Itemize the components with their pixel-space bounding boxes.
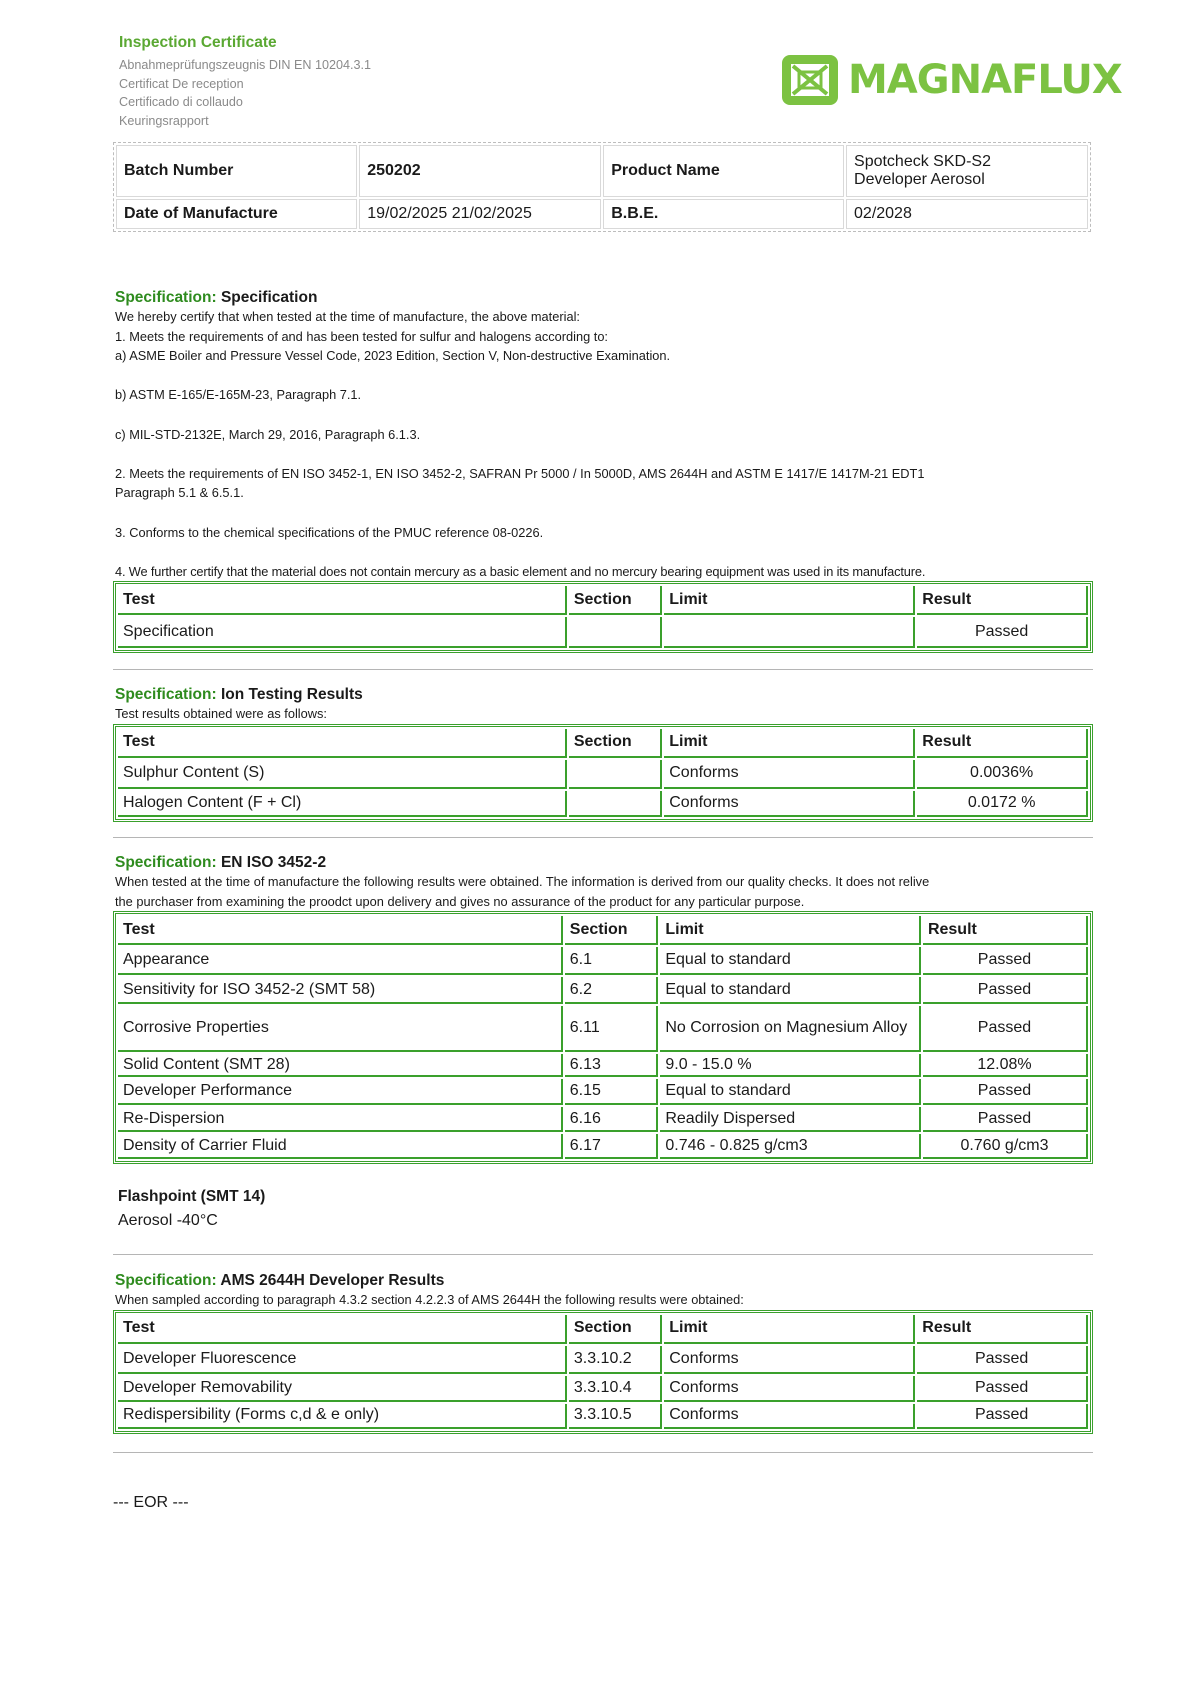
result-cell: 0.0036% (917, 760, 1088, 789)
product-name-value (846, 145, 1088, 197)
section-title: Ion Testing Results (220, 686, 363, 703)
ion-testing-section (115, 686, 1091, 822)
col-limit: Limit (660, 916, 921, 945)
result-cell: Passed (917, 617, 1088, 648)
limit-cell: Conforms (664, 1404, 915, 1429)
section-heading (115, 854, 1091, 872)
section-cell: 6.2 (565, 977, 659, 1004)
section-cell (569, 760, 662, 789)
certification-text (115, 307, 1091, 581)
col-test: Test (118, 1315, 567, 1344)
table-row (118, 947, 1088, 975)
col-result: Result (917, 1315, 1088, 1344)
cert-line: Paragraph 5.1 & 6.5.1. (115, 485, 244, 501)
intro-line: the purchaser from examining the proodct upon delivery and gives no assurance of the product for any particular purpose. (115, 893, 805, 909)
result-cell: Passed (923, 1079, 1088, 1105)
divider (113, 1254, 1093, 1255)
table-row (118, 1107, 1088, 1132)
flashpoint-block (118, 1188, 1094, 1230)
cert-line: 3. Conforms to the chemical specifications of the PMUC reference 08-0226. (115, 524, 544, 540)
flashpoint-title: Flashpoint (SMT 14) (118, 1188, 266, 1205)
test-cell: Specification (118, 617, 567, 648)
limit-cell: Conforms (664, 1376, 915, 1402)
section-heading (115, 686, 1091, 704)
intro-line: When tested at the time of manufacture the following results were obtained. The information is derived from our quality checks. It does not relive (115, 874, 930, 889)
test-cell: Redispersibility (Forms c,d & e only) (118, 1404, 567, 1429)
col-result: Result (917, 586, 1088, 615)
limit-cell: Conforms (664, 760, 915, 789)
certificate-header (119, 34, 371, 130)
result-cell: Passed (923, 1006, 1088, 1052)
table-row (118, 760, 1088, 789)
magnaflux-logo-icon (782, 55, 838, 105)
date-of-manufacture-label: Date of Manufacture (116, 199, 357, 229)
subtitle-de: Abnahmeprüfungszeugnis DIN EN 10204.3.1 (119, 58, 372, 72)
table-row (118, 617, 1088, 648)
product-name-label: Product Name (603, 145, 844, 197)
table-row (118, 1006, 1088, 1052)
cert-line: We hereby certify that when tested at the time of manufacture, the above material: (115, 309, 580, 324)
test-cell: Re-Dispersion (118, 1107, 563, 1132)
section-cell: 3.3.10.2 (569, 1346, 662, 1374)
test-cell: Solid Content (SMT 28) (118, 1054, 563, 1077)
result-cell: Passed (917, 1346, 1088, 1374)
col-section: Section (565, 916, 659, 945)
table-row (118, 1376, 1088, 1402)
cert-line: a) ASME Boiler and Pressure Vessel Code, 2023 Edition, Section V, Non-destructive Examination. (115, 348, 671, 364)
bbe-label: B.B.E. (603, 199, 844, 229)
test-cell: Halogen Content (F + Cl) (118, 791, 567, 817)
limit-cell: Equal to standard (660, 1079, 921, 1105)
col-test: Test (118, 916, 563, 945)
spec-prefix: Specification: (115, 854, 217, 871)
section-cell: 6.17 (565, 1134, 659, 1159)
flashpoint-value: Aerosol -40°C (118, 1212, 218, 1229)
col-limit: Limit (664, 729, 915, 758)
limit-cell: Conforms (664, 791, 915, 817)
specification-section (115, 289, 1091, 653)
section-title: Specification (220, 289, 318, 306)
date-of-manufacture-value: 19/02/2025 21/02/2025 (359, 199, 601, 229)
end-of-report: --- EOR --- (113, 1494, 189, 1511)
en-iso-section (115, 854, 1091, 1164)
limit-cell: No Corrosion on Magnesium Alloy (660, 1006, 921, 1052)
section-intro: Test results obtained were as follows: (115, 706, 327, 721)
section-cell: 6.1 (565, 947, 659, 975)
result-cell: Passed (917, 1376, 1088, 1402)
test-cell: Developer Performance (118, 1079, 563, 1105)
table-row (118, 1404, 1088, 1429)
test-cell: Appearance (118, 947, 563, 975)
subtitle-it: Certificado di collaudo (119, 95, 243, 110)
col-limit: Limit (664, 586, 915, 615)
product-name-line-2: Developer Aerosol (854, 171, 985, 188)
limit-cell: Conforms (664, 1346, 915, 1374)
en-iso-table (113, 911, 1093, 1164)
result-cell: Passed (923, 947, 1088, 975)
ams-developer-section (115, 1272, 1091, 1434)
certificate-title: Inspection Certificate (119, 34, 277, 51)
section-cell: 6.15 (565, 1079, 659, 1105)
col-test: Test (118, 729, 567, 758)
test-cell: Sulphur Content (S) (118, 760, 567, 789)
divider (113, 837, 1093, 838)
result-cell: Passed (917, 1404, 1088, 1429)
cert-line: 1. Meets the requirements of and has been tested for sulfur and halogens according to: (115, 328, 608, 344)
table-row (118, 1346, 1088, 1374)
col-test: Test (118, 586, 567, 615)
ion-testing-table (113, 724, 1093, 822)
batch-info-table (113, 142, 1091, 232)
section-cell (569, 791, 662, 817)
limit-cell: Readily Dispersed (660, 1107, 921, 1132)
batch-number-value: 250202 (359, 145, 601, 197)
logo-wordmark: MAGNAFLUX (848, 57, 1122, 103)
section-cell: 6.16 (565, 1107, 659, 1132)
limit-cell: Equal to standard (660, 977, 921, 1004)
table-row (118, 977, 1088, 1004)
limit-cell (664, 617, 915, 648)
spec-prefix: Specification: (115, 1272, 217, 1289)
col-result: Result (917, 729, 1088, 758)
cert-line: c) MIL-STD-2132E, March 29, 2016, Paragraph 6.1.3. (115, 426, 421, 442)
col-limit: Limit (664, 1315, 915, 1344)
cert-line: b) ASTM E-165/E-165M-23, Paragraph 7.1. (115, 387, 362, 403)
section-cell: 6.11 (565, 1006, 659, 1052)
table-row (118, 1134, 1088, 1159)
table-row (118, 1054, 1088, 1077)
result-cell: 0.0172 % (917, 791, 1088, 817)
batch-number-label: Batch Number (116, 145, 357, 197)
section-cell (569, 617, 662, 648)
product-name-line-1: Spotcheck SKD-S2 (854, 153, 991, 170)
section-intro: When sampled according to paragraph 4.3.2 section 4.2.2.3 of AMS 2644H the following results were obtained: (115, 1292, 744, 1307)
result-cell: Passed (923, 1107, 1088, 1132)
col-section: Section (569, 586, 662, 615)
result-cell: 12.08% (923, 1054, 1088, 1077)
test-cell: Sensitivity for ISO 3452-2 (SMT 58) (118, 977, 563, 1004)
test-cell: Corrosive Properties (118, 1006, 563, 1052)
spec-prefix: Specification: (115, 686, 217, 703)
section-heading (115, 1272, 1091, 1290)
section-heading (115, 289, 1091, 307)
limit-cell: Equal to standard (660, 947, 921, 975)
specification-table (113, 581, 1093, 653)
spec-prefix: Specification: (115, 289, 217, 306)
ams-developer-table (113, 1310, 1093, 1434)
bbe-value: 02/2028 (846, 199, 1088, 229)
divider (113, 669, 1093, 670)
table-row (118, 1079, 1088, 1105)
test-cell: Developer Removability (118, 1376, 567, 1402)
section-title: AMS 2644H Developer Results (220, 1272, 445, 1289)
cert-line: 2. Meets the requirements of EN ISO 3452-1, EN ISO 3452-2, SAFRAN Pr 5000 / In 5000D, AMS 2644H and ASTM E 1417/E 1417M-21 EDT1 (115, 465, 925, 481)
section-intro (115, 872, 1091, 911)
result-cell: Passed (923, 977, 1088, 1004)
test-cell: Density of Carrier Fluid (118, 1134, 563, 1159)
subtitle-nl: Keuringsrapport (119, 113, 209, 128)
table-row (118, 791, 1088, 817)
section-cell: 3.3.10.4 (569, 1376, 662, 1402)
col-section: Section (569, 1315, 662, 1344)
test-cell: Developer Fluorescence (118, 1346, 567, 1374)
section-cell: 6.13 (565, 1054, 659, 1077)
subtitle-fr: Certificat De reception (119, 76, 244, 91)
cert-line: 4. We further certify that the material does not contain mercury as a basic element and no mercury bearing equipment was used in its manufacture. (115, 563, 926, 579)
magnaflux-logo (782, 55, 1122, 105)
col-section: Section (569, 729, 662, 758)
result-cell: 0.760 g/cm3 (923, 1134, 1088, 1159)
limit-cell: 0.746 - 0.825 g/cm3 (660, 1134, 921, 1159)
section-cell: 3.3.10.5 (569, 1404, 662, 1429)
col-result: Result (923, 916, 1088, 945)
limit-cell: 9.0 - 15.0 % (660, 1054, 921, 1077)
section-title: EN ISO 3452-2 (220, 854, 327, 871)
divider (113, 1452, 1093, 1453)
